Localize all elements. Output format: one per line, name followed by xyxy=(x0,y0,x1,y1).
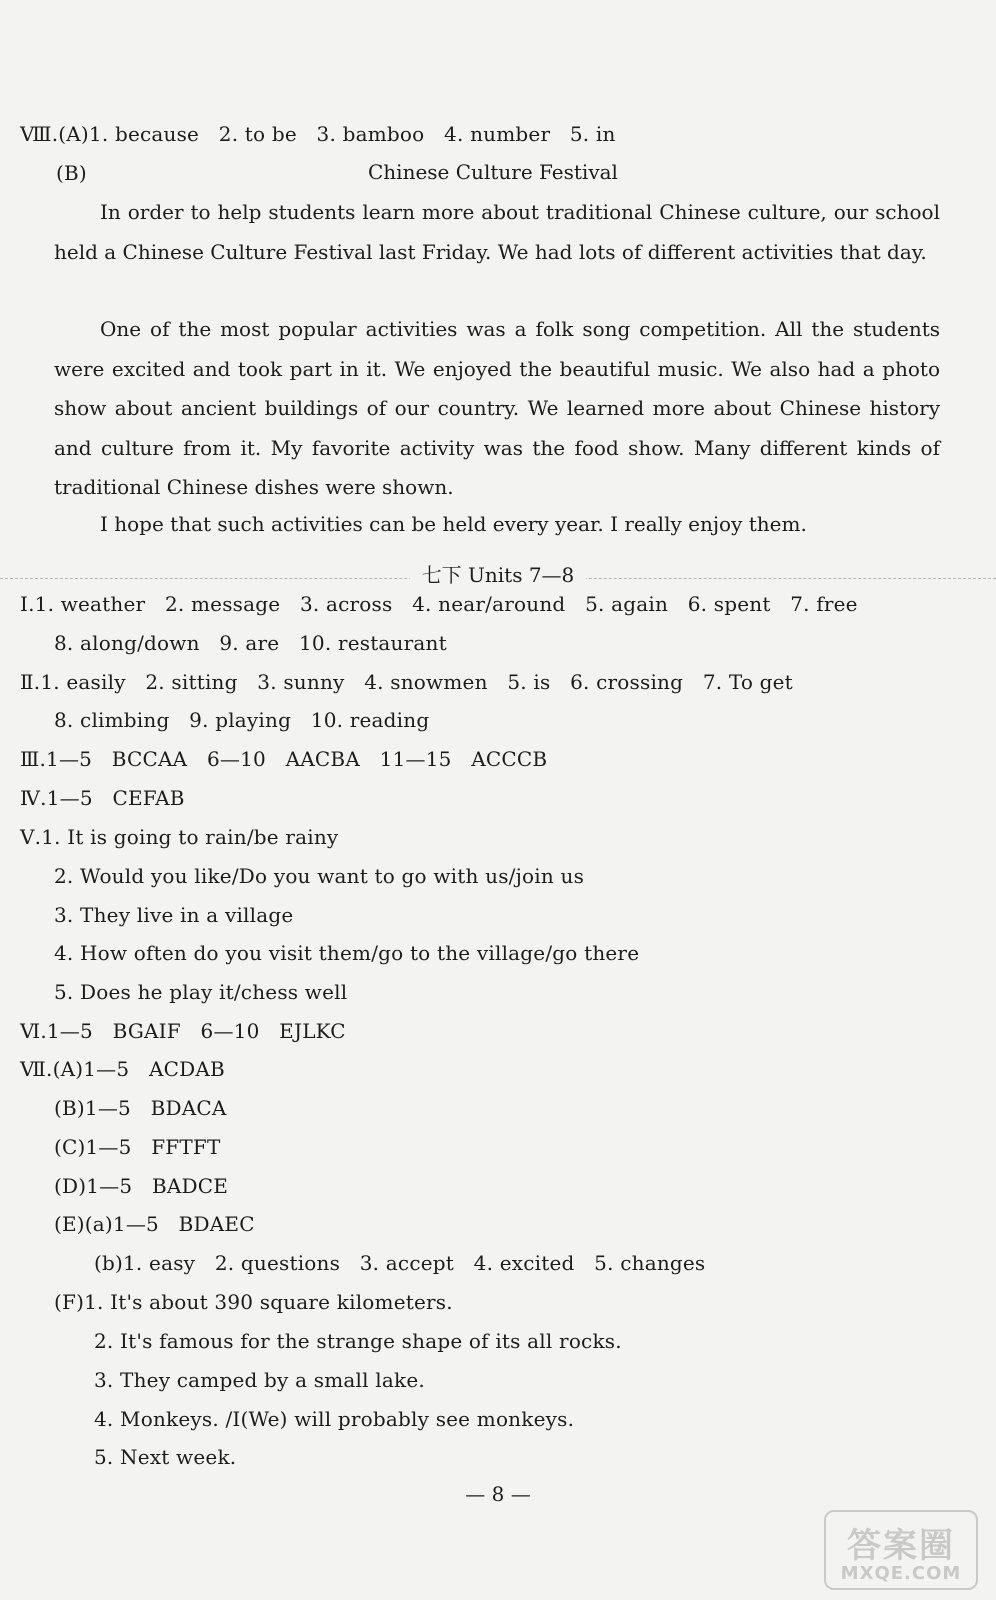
answer-line: 2. Would you like/Do you want to go with us/join us xyxy=(54,864,585,888)
answer-line: 2. It's famous for the strange shape of its all rocks. xyxy=(94,1329,622,1353)
answer-line: 5. Does he play it/chess well xyxy=(54,980,348,1004)
answer-line: Ⅰ.1. weather 2. message 3. across 4. near/around 5. again 6. spent 7. free xyxy=(20,592,858,616)
essay-paragraph-1: In order to help students learn more about traditional Chinese culture, our school held a Chinese Culture Festival last Friday. We had lots of different activities that day. xyxy=(54,200,940,264)
answer-line: 4. How often do you visit them/go to the village/go there xyxy=(54,941,640,965)
section-8b-label: (B) xyxy=(56,161,87,185)
section-8a-answers: Ⅷ.(A)1. because 2. to be 3. bamboo 4. number 5. in xyxy=(20,122,616,146)
answer-line: Ⅴ.1. It is going to rain/be rainy xyxy=(20,825,339,849)
answer-line: Ⅶ.(A)1—5 ACDAB xyxy=(20,1057,225,1081)
watermark-top: 答案圈 xyxy=(847,1526,955,1566)
answer-line: (D)1—5 BADCE xyxy=(54,1174,229,1198)
unit-heading: 七下 Units 7—8 xyxy=(0,562,996,588)
essay-paragraph-2: One of the most popular activities was a folk song competition. All the students were excited and took part in it. We enjoyed the beautiful music. We also had a photo show about ancient buildings of our country. We learned more about Chinese history and culture from it. My favorite activity was the food show. Many different kinds of traditional Chinese dishes were shown. xyxy=(54,317,940,499)
answer-line: 3. They live in a village xyxy=(54,903,294,927)
answer-line: Ⅵ.1—5 BGAIF 6—10 EJLKC xyxy=(20,1019,346,1043)
answer-line: 8. along/down 9. are 10. restaurant xyxy=(54,631,447,655)
watermark-bottom: MXQE.COM xyxy=(840,1563,962,1584)
answer-line: 3. They camped by a small lake. xyxy=(94,1368,425,1392)
answer-line: 8. climbing 9. playing 10. reading xyxy=(54,708,430,732)
answer-line: Ⅲ.1—5 BCCAA 6—10 AACBA 11—15 ACCCB xyxy=(20,747,548,771)
answer-line: Ⅱ.1. easily 2. sitting 3. sunny 4. snowmen 5. is 6. crossing 7. To get xyxy=(20,670,793,694)
watermark-logo xyxy=(824,1510,978,1590)
answer-line: (C)1—5 FFTFT xyxy=(54,1135,221,1159)
answer-line: 4. Monkeys. /I(We) will probably see monkeys. xyxy=(94,1407,575,1431)
essay-paragraph-3: I hope that such activities can be held every year. I really enjoy them. xyxy=(100,512,807,536)
answer-line: (E)(a)1—5 BDAEC xyxy=(54,1212,255,1236)
essay-title: Chinese Culture Festival xyxy=(368,160,618,184)
answer-line: (F)1. It's about 390 square kilometers. xyxy=(54,1290,453,1314)
answer-line: (B)1—5 BDACA xyxy=(54,1096,227,1120)
answer-line: (b)1. easy 2. questions 3. accept 4. excited 5. changes xyxy=(94,1251,706,1275)
page-number: — 8 — xyxy=(465,1482,531,1506)
answer-line: 5. Next week. xyxy=(94,1445,237,1469)
answer-line: Ⅳ.1—5 CEFAB xyxy=(20,786,185,810)
